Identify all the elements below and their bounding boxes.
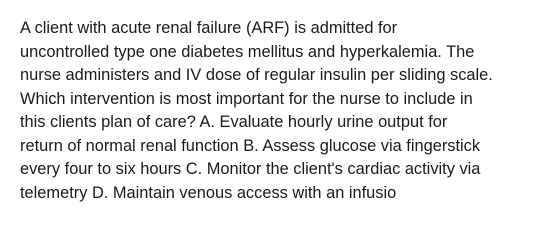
question-line: uncontrolled type one diabetes mellitus and hyperkalemia. The xyxy=(20,42,475,61)
question-line: return of normal renal function B. Assess glucose via fingerstick xyxy=(20,136,481,155)
question-line: this clients plan of care? A. Evaluate hourly urine output for xyxy=(20,113,448,131)
question-line: A client with acute renal failure (ARF) is admitted for xyxy=(20,19,398,37)
question-line: every four to six hours C. Monitor the client's cardiac activity via xyxy=(20,160,481,178)
question-line: Which intervention is most important for the nurse to include in xyxy=(20,89,473,108)
question-text xyxy=(20,17,550,205)
question-line: nurse administers and IV dose of regular insulin per sliding scale. xyxy=(20,66,493,84)
question-line: telemetry D. Maintain venous access with an infusio xyxy=(20,183,397,202)
